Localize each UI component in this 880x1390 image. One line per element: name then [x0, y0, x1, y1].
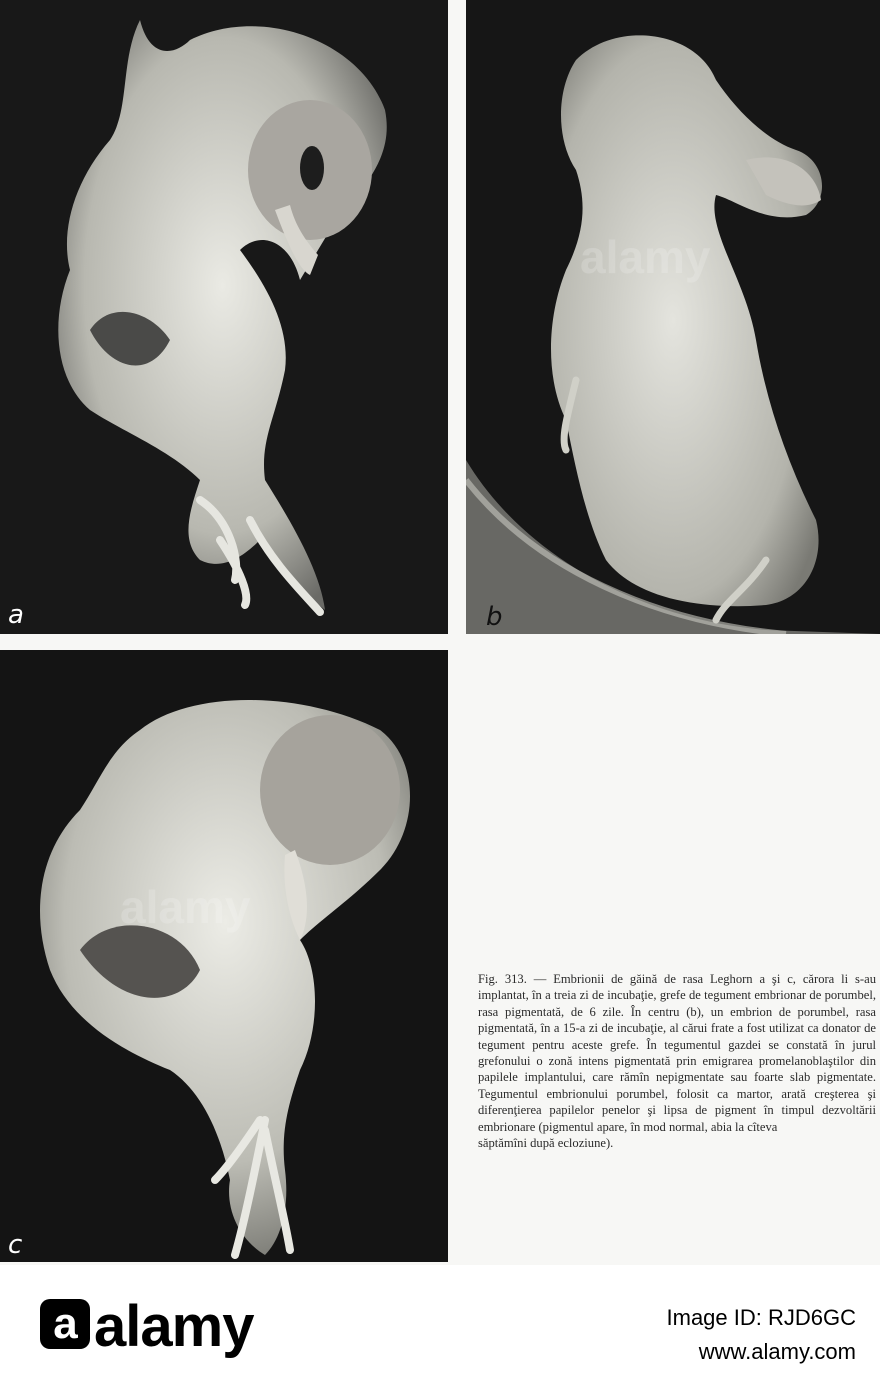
figure-number: Fig. 313.: [478, 972, 527, 986]
caption-body: — Embrionii de găină de rasa Leghorn a şi c, cărora li s-au implantat, în a treia zi de incubaţie, grefe de tegument embrionar de porumbel, rasa pigmentată, de 6 zile. În centru (b), un embrion de porumbel, rasa pigmentată, în a 15-a zi de incubaţie, al cărui frate a fost utilizat ca donator de tegument pentru aceste grefe. În tegumentul gazdei se constată în jurul grefonului o zonă intens pigmentată prin emigrarea promelanoblaştilor din papilele implantului, care rămîn nepigmentate sau foarte slab pigmentate. Tegumentul embrionului porumbel, folosit ca martor, arată creşterea şi diferenţierea papilelor penelor şi lipsa de pigment în timpul dezvoltării embrionare (pigmentul apare, în mod normal, abia la cîteva: [478, 972, 876, 1134]
photo-panel-a: [0, 0, 448, 634]
brand-logo: [40, 1293, 253, 1360]
image-id: Image ID: RJD6GC: [666, 1305, 856, 1330]
pigeon-embryo-b-illustration: [466, 0, 880, 634]
figure-caption: [478, 971, 876, 1151]
photo-panel-b: [466, 0, 880, 634]
stock-footer: [0, 1265, 880, 1390]
chick-embryo-c-illustration: [0, 650, 448, 1262]
caption-last-line: săptămîni după ecloziune).: [478, 1136, 614, 1151]
photo-panel-c: [0, 650, 448, 1262]
panel-label-b: b: [486, 602, 503, 632]
site-url: www.alamy.com: [698, 1339, 856, 1364]
brand-icon: a: [40, 1299, 90, 1349]
panel-label-a: a: [8, 600, 24, 630]
panel-label-c: c: [8, 1230, 23, 1260]
chick-embryo-a-illustration: [0, 0, 448, 634]
brand-name: alamy: [94, 1294, 254, 1359]
